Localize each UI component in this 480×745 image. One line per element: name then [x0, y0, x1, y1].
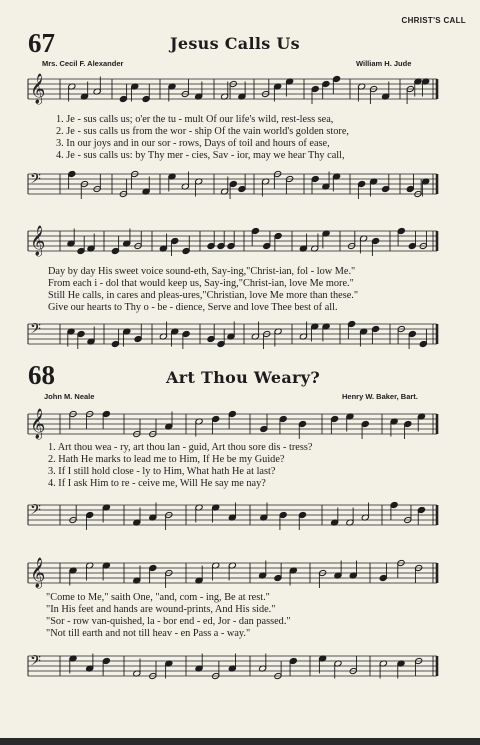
verse-line: 1. Art thou wea - ry, art thou lan - guid, Art thou sore dis - tress? [48, 442, 313, 453]
bass-clef-icon: 𝄢 [30, 321, 41, 341]
page-bottom-edge [0, 738, 480, 745]
verse-line: 4. If I ask Him to re - ceive me, Will He say me nay? [48, 478, 266, 489]
music-staff-treble [0, 71, 480, 111]
verse-line: 2. Hath He marks to lead me to Him, If He be my Guide? [48, 454, 285, 465]
music-staff-bass [0, 166, 480, 206]
composer-credit: William H. Jude [356, 59, 412, 68]
verse-line: Day by day His sweet voice sound-eth, Say-ing,"Christ-ian, fol - low Me." [48, 266, 356, 277]
music-staff-treble [0, 406, 480, 446]
lyricist-credit: John M. Neale [44, 392, 95, 401]
lyricist-credit: Mrs. Cecil F. Alexander [42, 59, 124, 68]
music-staff-bass [0, 648, 480, 688]
verse-line: Give our hearts to Thy o - be - dience, Serve and love Thee best of all. [48, 302, 338, 313]
verse-line: 3. In our joys and in our sor - rows, Days of toil and hours of ease, [56, 138, 330, 149]
verse-line: 3. If I still hold close - ly to Him, What hath He at last? [48, 466, 276, 477]
verse-line: "In His feet and hands are wound-prints, And His side." [46, 604, 276, 615]
verse-line: 1. Je - sus calls us; o'er the tu - mult Of our life's wild, rest-less sea, [56, 114, 334, 125]
treble-clef-icon: 𝄞 [30, 558, 46, 588]
bass-clef-icon: 𝄢 [30, 171, 41, 191]
bass-clef-icon: 𝄢 [30, 653, 41, 673]
verse-line: "Sor - row van-quished, la - bor end - ed, Jor - dan passed." [46, 616, 291, 627]
music-staff-bass [0, 497, 480, 537]
treble-clef-icon: 𝄞 [30, 409, 46, 439]
music-staff-bass [0, 316, 480, 356]
music-staff-treble [0, 223, 480, 263]
verse-line: Still He calls, in cares and pleas-ures,"Christian, love Me more than these." [48, 290, 359, 301]
hymn-number: 67 [28, 28, 55, 58]
treble-clef-icon: 𝄞 [30, 74, 46, 104]
music-staff-treble [0, 555, 480, 595]
section-heading: CHRIST'S CALL [401, 16, 466, 25]
hymn-title: Art Thou Weary? [166, 368, 321, 387]
verse-line: From each i - dol that would keep us, Say-ing,"Christ-ian, love Me more." [48, 278, 354, 289]
verse-line: "Not till earth and not till heav - en Pass a - way." [46, 628, 251, 639]
hymn-number: 68 [28, 360, 55, 390]
hymn-title: Jesus Calls Us [170, 34, 300, 53]
verse-line: "Come to Me," saith One, "and, com - ing, Be at rest." [46, 592, 270, 603]
bass-clef-icon: 𝄢 [30, 502, 41, 522]
verse-line: 4. Je - sus calls us: by Thy mer - cies, Sav - ior, may we hear Thy call, [56, 150, 345, 161]
composer-credit: Henry W. Baker, Bart. [342, 392, 418, 401]
verse-line: 2. Je - sus calls us from the wor - ship Of the vain world's golden store, [56, 126, 349, 137]
treble-clef-icon: 𝄞 [30, 226, 46, 256]
